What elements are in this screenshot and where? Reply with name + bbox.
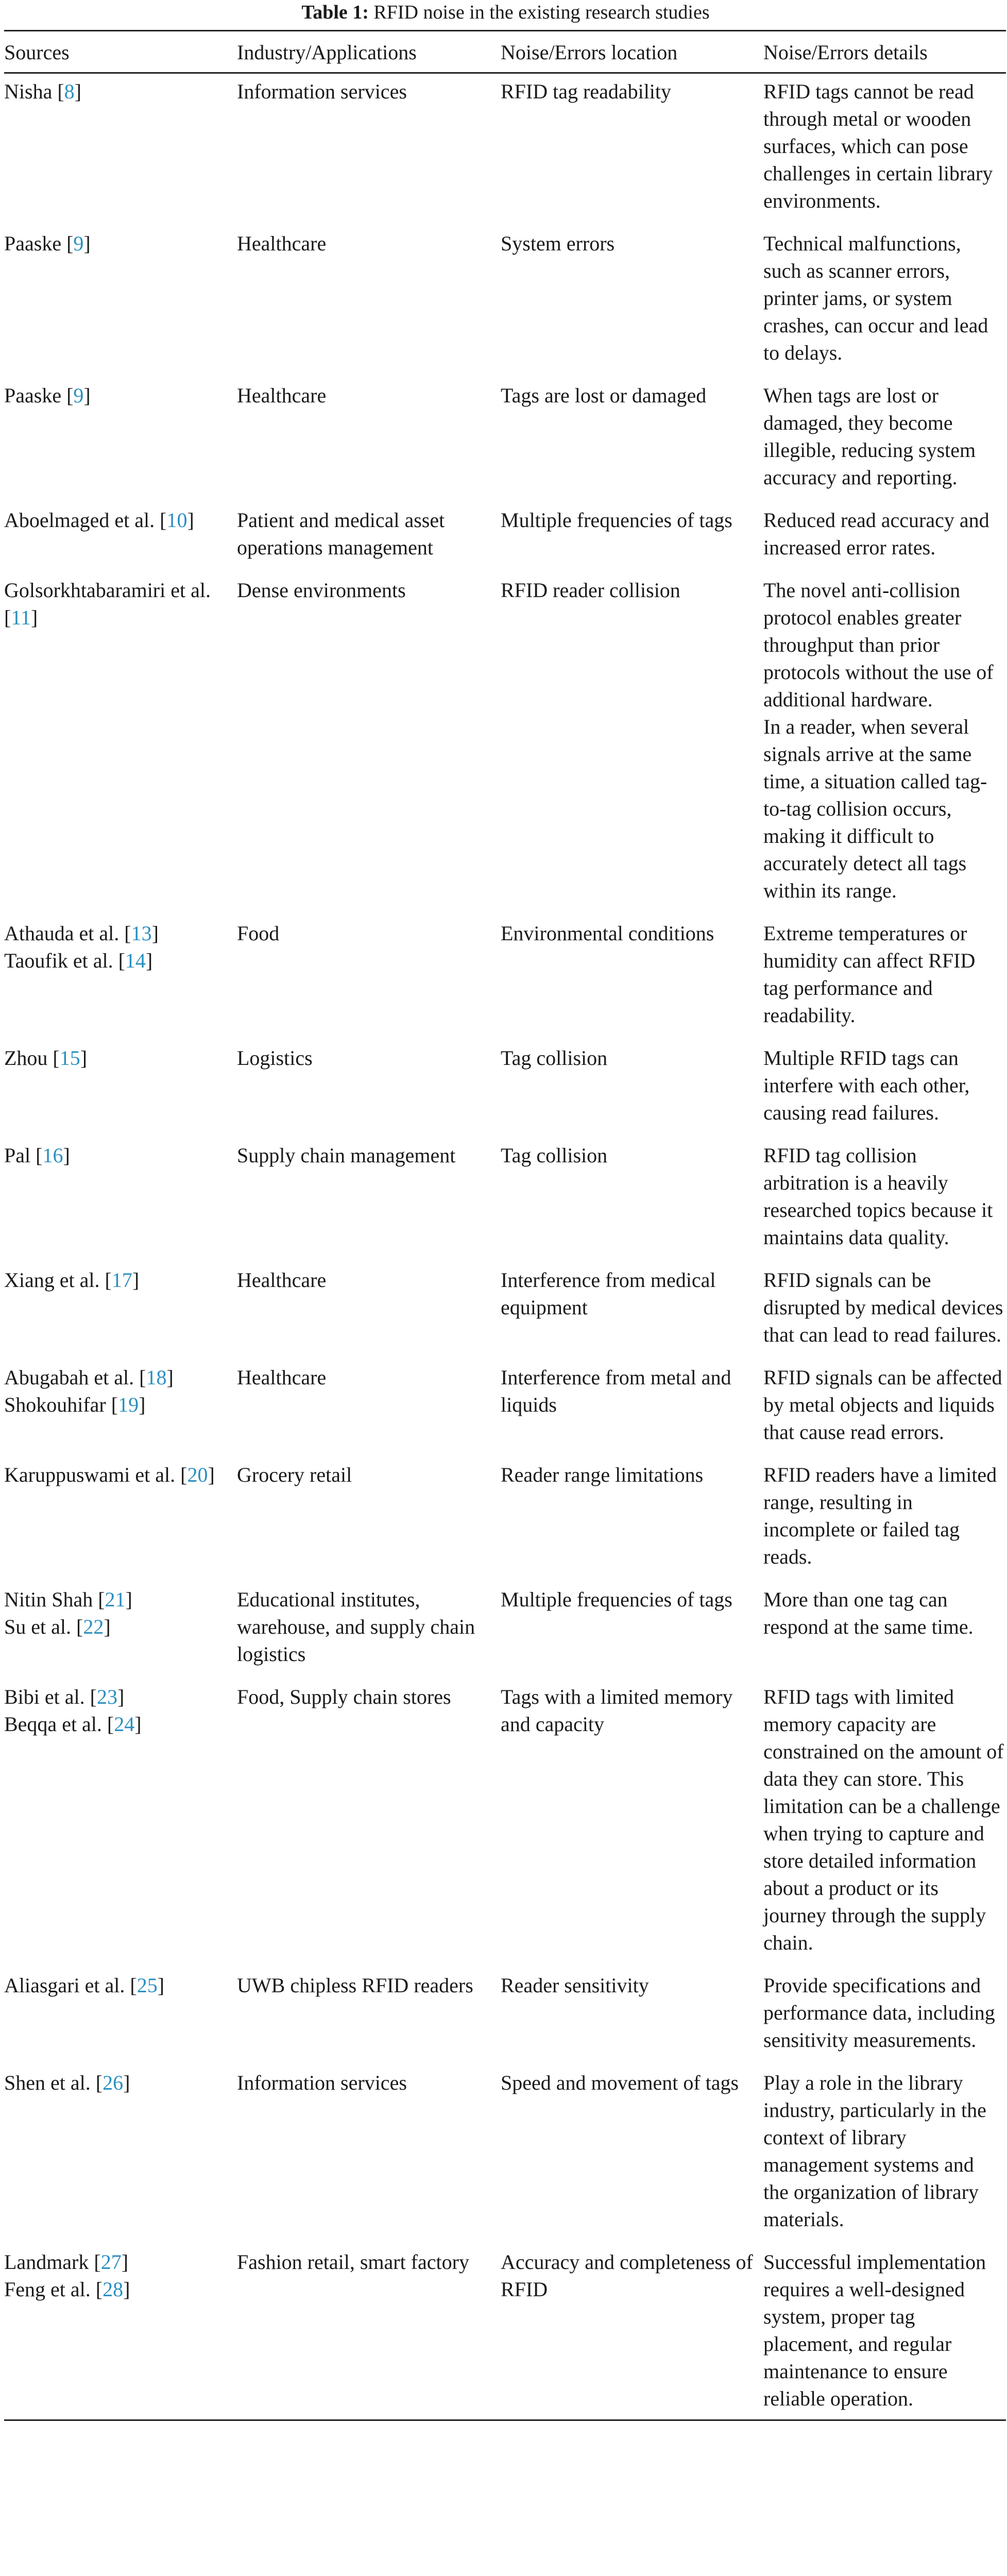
detail-paragraph: Technical malfunctions, such as scanner errors, printer jams, or system crashes, can occur and lead to delays. <box>763 232 988 364</box>
source-bracket-close: ] <box>157 1974 165 1997</box>
source-citation <box>4 1142 235 1169</box>
reference-link[interactable]: 27 <box>100 2250 122 2274</box>
table-row <box>4 1679 1006 1968</box>
cell-sources <box>4 1679 237 1968</box>
detail-paragraph: RFID tags with limited memory capacity are constrained on the amount of data they can store. This limitation can be a challenge when trying to capture and store detailed information about a product or its journey through the supply chain. <box>763 1685 1004 1954</box>
source-author: Xiang et al. [ <box>4 1268 112 1292</box>
cell-location: Multiple frequencies of tags <box>501 509 732 532</box>
source-author: Nisha [ <box>4 80 64 103</box>
cell-industry: Information services <box>237 2071 407 2094</box>
source-citation <box>4 920 235 947</box>
source-citation <box>4 1613 235 1640</box>
cell-location: RFID tag readability <box>501 80 672 103</box>
cell-sources <box>4 1040 237 1138</box>
table-row <box>4 1968 1006 2065</box>
source-citation <box>4 230 235 257</box>
detail-paragraph: Extreme temperatures or humidity can affect RFID tag performance and readability. <box>763 922 976 1027</box>
source-citation <box>4 382 235 409</box>
cell-details <box>763 2244 1006 2420</box>
cell-details <box>763 502 1006 572</box>
source-citation <box>4 1391 235 1418</box>
table-row <box>4 1360 1006 1457</box>
cell-industry: Dense environments <box>237 579 406 602</box>
detail-paragraph: Play a role in the library industry, particularly in the context of library management systems and the organization of library materials. <box>763 2071 986 2231</box>
reference-link[interactable]: 11 <box>11 606 31 629</box>
header-industry: Industry/Applications <box>237 31 501 73</box>
reference-link[interactable]: 9 <box>73 384 84 407</box>
source-bracket-close: ] <box>104 1615 111 1638</box>
table-caption <box>4 0 1007 30</box>
reference-link[interactable]: 20 <box>187 1463 208 1486</box>
table-row <box>4 1040 1006 1138</box>
source-citation <box>4 78 235 105</box>
source-citation <box>4 1364 235 1391</box>
source-author: Shokouhifar [ <box>4 1393 118 1416</box>
source-bracket-close: ] <box>187 509 194 532</box>
cell-sources <box>4 2065 237 2244</box>
cell-sources <box>4 378 237 502</box>
cell-sources <box>4 1968 237 2065</box>
cell-location: System errors <box>501 232 615 255</box>
source-bracket-close: ] <box>30 606 38 629</box>
cell-location: Tags with a limited memory and capacity <box>501 1685 733 1736</box>
rfid-noise-table <box>4 30 1006 2421</box>
source-bracket-close: ] <box>63 1144 70 1167</box>
cell-industry: Supply chain management <box>237 1144 456 1167</box>
cell-industry: Logistics <box>237 1046 313 1070</box>
reference-link[interactable]: 9 <box>73 232 84 255</box>
source-citation <box>4 1266 235 1294</box>
source-citation <box>4 577 235 631</box>
detail-paragraph: RFID signals can be disrupted by medical devices that can lead to read failures. <box>763 1268 1003 1346</box>
table-row <box>4 1457 1006 1582</box>
source-author: Taoufik et al. [ <box>4 949 125 972</box>
table-row <box>4 572 1006 916</box>
source-citation <box>4 506 235 534</box>
table-row <box>4 378 1006 502</box>
source-author: Nitin Shah [ <box>4 1588 105 1611</box>
source-bracket-close: ] <box>139 1393 146 1416</box>
source-bracket-close: ] <box>134 1713 142 1736</box>
source-citation <box>4 1972 235 1999</box>
header-location: Noise/Errors location <box>501 31 763 73</box>
table-caption-text: RFID noise in the existing research studies <box>373 2 710 23</box>
cell-location: Tag collision <box>501 1046 608 1070</box>
cell-industry: Food <box>237 922 280 945</box>
source-author: Aboelmaged et al. [ <box>4 509 167 532</box>
reference-link[interactable]: 14 <box>125 949 146 972</box>
cell-details <box>763 1138 1006 1262</box>
cell-industry: Healthcare <box>237 1366 327 1389</box>
cell-location: Interference from medical equipment <box>501 1268 716 1319</box>
detail-paragraph: Provide specifications and performance data, including sensitivity measurements. <box>763 1974 995 2052</box>
cell-industry: Educational institutes, warehouse, and supply chain logistics <box>237 1588 475 1666</box>
source-citation <box>4 1461 235 1488</box>
cell-location: Multiple frequencies of tags <box>501 1588 732 1611</box>
table-caption-label: Table 1: <box>301 2 369 23</box>
reference-link[interactable]: 25 <box>136 1974 158 1997</box>
cell-sources <box>4 73 237 226</box>
table-row <box>4 1262 1006 1360</box>
source-author: Beqqa et al. [ <box>4 1713 114 1736</box>
source-author: Shen et al. [ <box>4 2071 103 2094</box>
source-author: Feng et al. [ <box>4 2278 103 2301</box>
source-author: Landmark [ <box>4 2250 101 2274</box>
source-citation <box>4 2276 235 2303</box>
cell-location: Tags are lost or damaged <box>501 384 707 407</box>
source-citation <box>4 947 235 974</box>
cell-industry: Fashion retail, smart factory <box>237 2244 501 2420</box>
table-row <box>4 226 1006 378</box>
header-sources: Sources <box>4 31 237 73</box>
source-citation <box>4 2248 235 2276</box>
cell-location: RFID reader collision <box>501 579 680 602</box>
cell-location: Interference from metal and liquids <box>501 1366 731 1416</box>
cell-details <box>763 1679 1006 1968</box>
cell-details <box>763 1582 1006 1679</box>
detail-paragraph: When tags are lost or damaged, they become illegible, reducing system accuracy and reporting. <box>763 384 976 489</box>
cell-industry: Healthcare <box>237 384 327 407</box>
detail-paragraph: Multiple RFID tags can interfere with each other, causing read failures. <box>763 1046 970 1124</box>
cell-industry: UWB chipless RFID readers <box>237 1974 473 1997</box>
source-bracket-close: ] <box>125 1588 132 1611</box>
detail-paragraph: In a reader, when several signals arrive at the same time, a situation called tag-to-tag collision occurs, making it difficult to accurately detect all tags within its range. <box>763 715 987 902</box>
cell-industry: Healthcare <box>237 1268 327 1292</box>
reference-link[interactable]: 28 <box>103 2278 124 2301</box>
cell-details <box>763 378 1006 502</box>
cell-details <box>763 1040 1006 1138</box>
source-author: Karuppuswami et al. [ <box>4 1463 187 1486</box>
source-citation <box>4 1683 235 1710</box>
source-author: Paaske [ <box>4 232 74 255</box>
cell-industry: Grocery retail <box>237 1463 352 1486</box>
source-bracket-close: ] <box>166 1366 174 1389</box>
cell-location: Speed and movement of tags <box>501 2071 739 2094</box>
source-author: Pal [ <box>4 1144 43 1167</box>
cell-sources <box>4 572 237 916</box>
table-row <box>4 2065 1006 2244</box>
cell-sources <box>4 1457 237 1582</box>
cell-industry: Information services <box>237 80 407 103</box>
source-bracket-close: ] <box>145 949 153 972</box>
source-bracket-close: ] <box>74 80 81 103</box>
reference-link[interactable]: 18 <box>146 1366 167 1389</box>
source-author: Paaske [ <box>4 384 74 407</box>
source-author: Zhou [ <box>4 1046 60 1070</box>
source-citation <box>4 1710 235 1738</box>
cell-sources <box>4 2244 237 2420</box>
source-bracket-close: ] <box>151 922 159 945</box>
source-author: Su et al. [ <box>4 1615 83 1638</box>
header-row <box>4 31 1006 73</box>
reference-link[interactable]: 16 <box>42 1144 63 1167</box>
source-bracket-close: ] <box>132 1268 140 1292</box>
cell-industry: Healthcare <box>237 232 327 255</box>
source-bracket-close: ] <box>123 2071 130 2094</box>
cell-location: Accuracy and completeness of RFID <box>501 2244 763 2420</box>
source-author: Athauda et al. [ <box>4 922 131 945</box>
source-bracket-close: ] <box>83 232 91 255</box>
table-header <box>4 31 1006 73</box>
detail-paragraph: RFID signals can be affected by metal objects and liquids that cause read errors. <box>763 1366 1002 1444</box>
detail-paragraph: The novel anti-collision protocol enables greater throughput than prior protocols without the use of additional hardware. <box>763 579 994 711</box>
cell-details <box>763 1262 1006 1360</box>
detail-paragraph: RFID tag collision arbitration is a heavily researched topics because it maintains data quality. <box>763 1144 993 1249</box>
detail-paragraph: More than one tag can respond at the same time. <box>763 1588 974 1638</box>
cell-industry: Food, Supply chain stores <box>237 1685 451 1708</box>
reference-link[interactable]: 23 <box>96 1685 117 1708</box>
source-citation <box>4 1044 235 1072</box>
cell-location: Reader sensitivity <box>501 1974 649 1997</box>
cell-details <box>763 73 1006 226</box>
table-row <box>4 1138 1006 1262</box>
reference-link[interactable]: 8 <box>64 80 75 103</box>
table-row <box>4 916 1006 1040</box>
source-author: Bibi et al. [ <box>4 1685 97 1708</box>
reference-link[interactable]: 10 <box>166 509 187 532</box>
source-bracket-close: ] <box>117 1685 125 1708</box>
reference-link[interactable]: 21 <box>105 1588 126 1611</box>
table-row <box>4 502 1006 572</box>
cell-sources <box>4 1262 237 1360</box>
cell-industry: Patient and medical asset operations management <box>237 509 445 559</box>
reference-link[interactable]: 17 <box>111 1268 132 1292</box>
source-bracket-close: ] <box>80 1046 88 1070</box>
cell-details <box>763 226 1006 378</box>
detail-paragraph: Reduced read accuracy and increased error rates. <box>763 509 989 559</box>
detail-paragraph: Successful implementation requires a well-designed system, proper tag placement, and regular maintenance to ensure reliable operation. <box>763 2250 986 2410</box>
detail-paragraph: RFID tags cannot be read through metal or wooden surfaces, which can pose challenges in certain library environments. <box>763 80 993 212</box>
cell-sources <box>4 916 237 1040</box>
source-citation <box>4 1586 235 1613</box>
table-row <box>4 1582 1006 1679</box>
cell-sources <box>4 502 237 572</box>
reference-link[interactable]: 22 <box>83 1615 104 1638</box>
source-author: Aliasgari et al. [ <box>4 1974 137 1997</box>
cell-sources <box>4 1138 237 1262</box>
table-body <box>4 73 1006 2420</box>
source-author: Golsorkhtabaramiri et al. [ <box>4 579 211 629</box>
cell-sources <box>4 226 237 378</box>
header-details: Noise/Errors details <box>763 31 1006 73</box>
cell-location: Tag collision <box>501 1144 608 1167</box>
cell-details <box>763 1457 1006 1582</box>
source-bracket-close: ] <box>83 384 91 407</box>
reference-link[interactable]: 15 <box>59 1046 80 1070</box>
cell-details <box>763 2065 1006 2244</box>
cell-details <box>763 1360 1006 1457</box>
source-bracket-close: ] <box>123 2278 130 2301</box>
cell-location: Reader range limitations <box>501 1463 704 1486</box>
source-citation <box>4 2069 235 2096</box>
cell-details <box>763 1968 1006 2065</box>
cell-location: Environmental conditions <box>501 922 714 945</box>
reference-link[interactable]: 24 <box>114 1713 135 1736</box>
table-row <box>4 2244 1006 2420</box>
reference-link[interactable]: 19 <box>118 1393 139 1416</box>
cell-details <box>763 916 1006 1040</box>
source-author: Abugabah et al. [ <box>4 1366 146 1389</box>
detail-paragraph: RFID readers have a limited range, resulting in incomplete or failed tag reads. <box>763 1463 997 1568</box>
cell-sources <box>4 1360 237 1457</box>
reference-link[interactable]: 26 <box>103 2071 124 2094</box>
cell-details <box>763 572 1006 916</box>
table-row <box>4 73 1006 226</box>
cell-sources <box>4 1582 237 1679</box>
source-bracket-close: ] <box>121 2250 129 2274</box>
source-bracket-close: ] <box>208 1463 215 1486</box>
reference-link[interactable]: 13 <box>131 922 152 945</box>
